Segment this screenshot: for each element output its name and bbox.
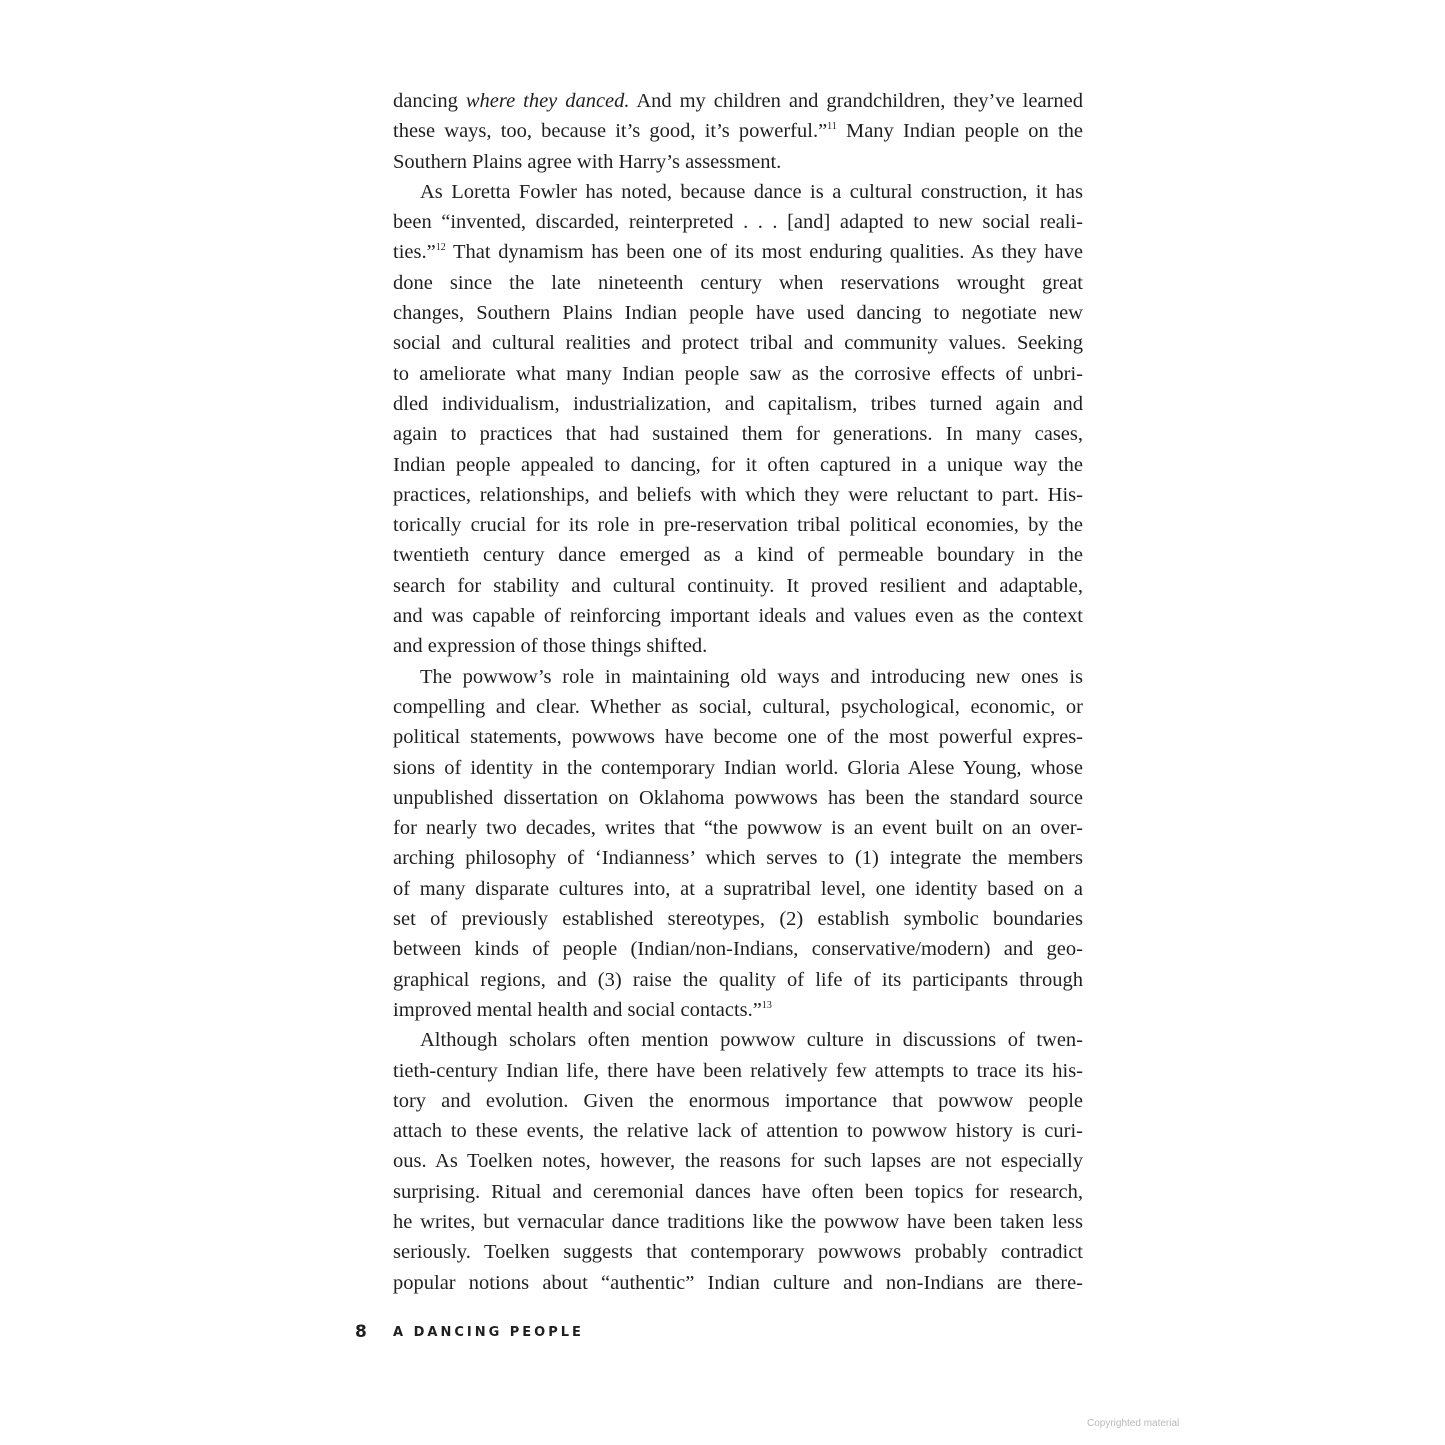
text-line: twentieth century dance emerged as a kind of permeable boundary in the [393,544,1083,567]
text-line: seriously. Toelken suggests that contemporary powwows probably contradict [393,1241,1083,1264]
text-line: Although scholars often mention powwow culture in discussions of twen- [420,1029,1083,1052]
text-line: graphical regions, and (3) raise the quality of life of its participants through [393,968,1083,991]
text-line [393,995,1083,1025]
text-line: and was capable of reinforcing important ideals and values even as the context [393,605,1083,628]
text-line [393,116,1083,146]
text-run: improved mental health and social contacts.” [393,998,762,1021]
text-line: practices, relationships, and beliefs with which they were reluctant to part. His- [393,483,1083,506]
footnote-ref: 12 [435,242,446,254]
text-line: political statements, powwows have become one of the most powerful expres- [393,726,1083,749]
text-line: attach to these events, the relative lack of attention to powwow history is curi- [393,1120,1083,1143]
text-line: again to practices that had sustained them for generations. In many cases, [393,423,1083,446]
text-line: tory and evolution. Given the enormous importance that powwow people [393,1089,1083,1112]
text-line: arching philosophy of ‘Indianness’ which serves to (1) integrate the members [393,847,1083,870]
page-number: 8 [355,1322,367,1342]
text-line: search for stability and cultural continuity. It proved resilient and adaptable, [393,574,1083,597]
text-line: social and cultural realities and protect tribal and community values. Seeking [393,332,1083,355]
text-run: Many Indian people on the [836,120,1083,143]
text-line: changes, Southern Plains Indian people have used dancing to negotiate new [393,302,1083,325]
text-line: done since the late nineteenth century when reservations wrought great [393,271,1083,294]
footnote-ref: 11 [827,121,837,133]
text-line: of many disparate cultures into, at a supratribal level, one identity based on a [393,877,1083,900]
text-line: compelling and clear. Whether as social, cultural, psychological, economic, or [393,695,1083,718]
text-line: set of previously established stereotypes, (2) establish symbolic boundaries [393,908,1083,931]
footnote-ref: 13 [761,999,772,1011]
text-run: ties.” [393,241,436,264]
text-line: sions of identity in the contemporary Indian world. Gloria Alese Young, whose [393,756,1083,779]
text-line: ous. As Toelken notes, however, the reasons for such lapses are not especially [393,1150,1083,1173]
text-line: for nearly two decades, writes that “the powwow is an event built on an over- [393,817,1083,840]
emphasis-text: where they danced. [465,90,630,112]
text-line: and expression of those things shifted. [393,635,708,658]
text-line: between kinds of people (Indian/non-Indians, conservative/modern) and geo- [393,938,1083,961]
text-line [393,86,1083,116]
text-line: torically crucial for its role in pre-reservation tribal political economies, by the [393,514,1083,537]
text-run: dancing [393,90,466,112]
text-line: he writes, but vernacular dance traditions like the powwow have been taken less [393,1210,1083,1233]
text-run: these ways, too, because it’s good, it’s powerful.” [393,120,828,143]
body-text [393,86,1083,1298]
running-head: A DANCING PEOPLE [393,1325,584,1340]
text-line [393,237,1083,267]
text-line: to ameliorate what many Indian people saw as the corrosive effects of unbri- [393,362,1083,385]
text-run: That dynamism has been one of its most enduring qualities. As they have [445,241,1083,264]
text-line: As Loretta Fowler has noted, because dance is a cultural construction, it has [420,180,1083,203]
text-line: surprising. Ritual and ceremonial dances have often been topics for research, [393,1180,1083,1203]
text-line: been “invented, discarded, reinterpreted . . . [and] adapted to new social reali- [393,211,1083,234]
text-run: And my children and grandchildren, they’ve learned [629,90,1083,112]
text-line: Indian people appealed to dancing, for it often captured in a unique way the [393,453,1083,476]
copyright-notice: Copyrighted material [1087,1418,1180,1429]
text-line: dled individualism, industrialization, and capitalism, tribes turned again and [393,392,1083,415]
text-line: The powwow’s role in maintaining old ways and introducing new ones is [420,665,1083,688]
text-line: popular notions about “authentic” Indian culture and non-Indians are there- [393,1271,1083,1294]
text-line: unpublished dissertation on Oklahoma powwows has been the standard source [393,786,1083,809]
text-line: Southern Plains agree with Harry’s assessment. [393,150,782,173]
text-line: tieth-century Indian life, there have been relatively few attempts to trace its his- [393,1059,1083,1082]
